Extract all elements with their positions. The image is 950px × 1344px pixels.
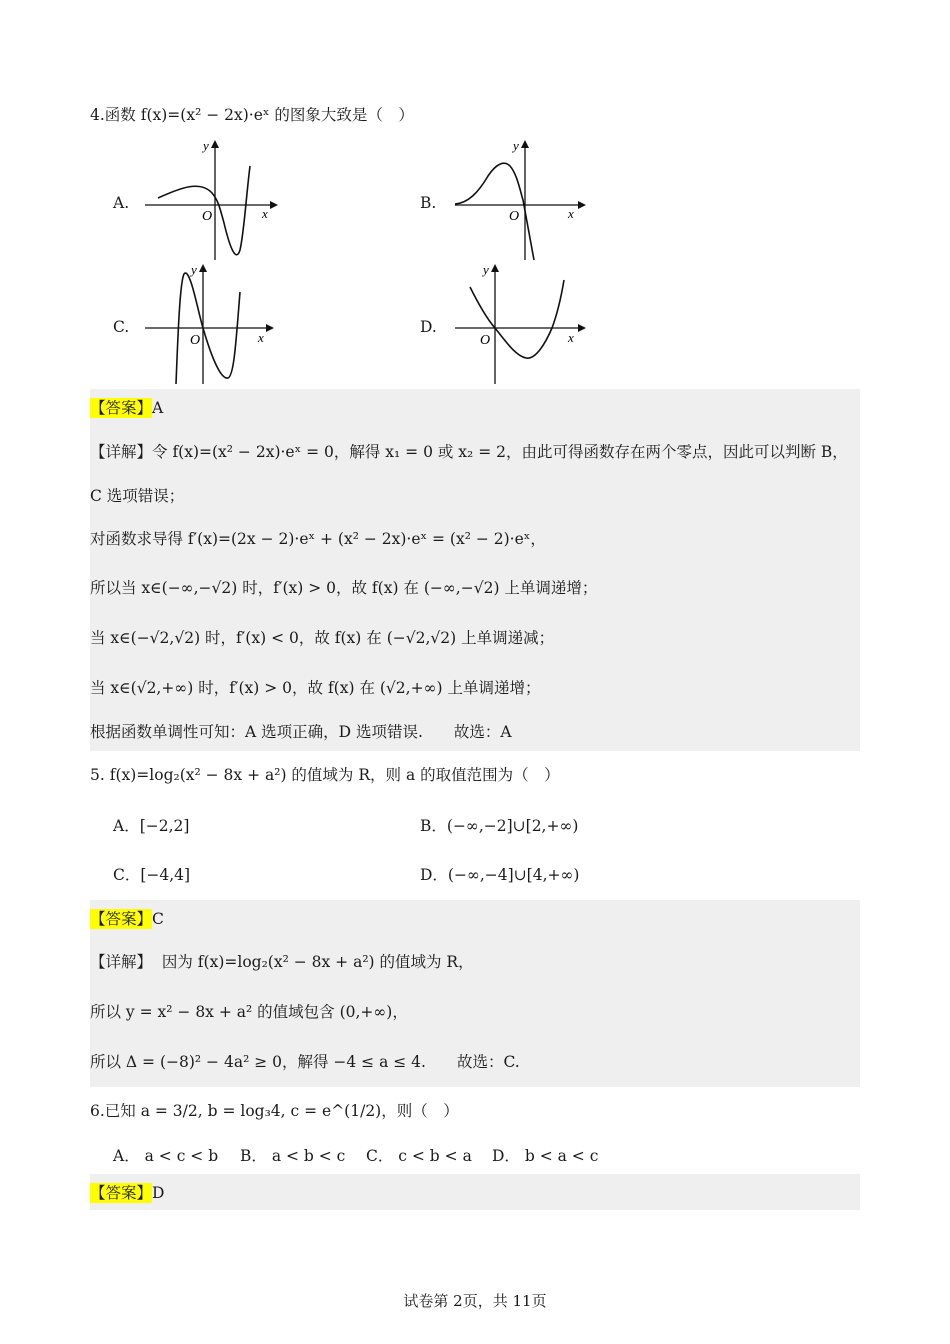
q4-detail-tag: 【详解】: [90, 443, 153, 461]
q4-graph-c-y-label: y: [191, 262, 197, 277]
q4-graph-a-x-label: x: [262, 206, 268, 221]
q4-graph-b-origin-label: O: [509, 209, 520, 224]
q5-detail-line-3: 所以 Δ = (−8)² − 4a² ≥ 0，解得 −4 ≤ a ≤ 4. 故选：C.: [90, 1053, 520, 1071]
q4-detail-line-5: 当 x∈(−√2,√2) 时，f′(x) < 0，故 f(x) 在 (−√2,√2) 上单调递减；: [90, 629, 555, 647]
q4-option-c-label: C.: [113, 318, 130, 336]
q4-graph-b-y-label: y: [513, 138, 519, 153]
q4-detail-line-4: 所以当 x∈(−∞,−√2) 时，f′(x) > 0，故 f(x) 在 (−∞,−√2) 上单调递增；: [90, 579, 598, 597]
q4-graph-b-x-label: x: [568, 206, 574, 221]
q4-answer-tag: 【答案】: [90, 399, 153, 417]
q5-detail-text-1: 因为 f(x)=log₂(x² − 8x + a²) 的值域为 R，: [161, 953, 474, 971]
q4-detail-line-2: C 选项错误；: [90, 487, 185, 505]
q4-graph-d-x-label: x: [568, 330, 574, 345]
q4-option-a-label: A.: [113, 194, 130, 212]
q4-graph-d-origin-label: O: [480, 333, 491, 348]
q6-option-c: C． c < b < a: [366, 1147, 472, 1165]
q6-answer-tag: 【答案】: [90, 1184, 153, 1202]
q4-graph-c: [140, 262, 280, 387]
q5-option-b: B．(−∞,−2]∪[2,+∞): [420, 817, 579, 835]
q6-option-b: B． a < b < c: [240, 1147, 346, 1165]
q5-option-d: D．(−∞,−4]∪[4,+∞): [420, 866, 580, 884]
q4-detail-line-3: 对函数求导得 f′(x)=(2x − 2)·eˣ + (x² − 2x)·eˣ = (x² − 2)·eˣ，: [90, 530, 546, 548]
q6-option-a: A． a < c < b: [113, 1147, 219, 1165]
q4-detail-line-7: 根据函数单调性可知：A 选项正确，D 选项错误. 故选：A: [90, 723, 512, 741]
q5-answer-tag: 【答案】: [90, 910, 153, 928]
q4-graph-a-y-label: y: [203, 138, 209, 153]
q4-graph-d-y-label: y: [483, 262, 489, 277]
q4-option-d-label: D.: [420, 318, 437, 336]
q4-answer-value: A: [152, 399, 164, 417]
q4-stem: 4.函数 f(x)=(x² − 2x)·eˣ 的图象大致是（ ）: [90, 106, 414, 124]
q5-option-a: A．[−2,2]: [113, 817, 190, 835]
q4-answer: [90, 397, 163, 419]
q4-graph-a-origin-label: O: [202, 209, 213, 224]
q4-detail-line-6: 当 x∈(√2,+∞) 时，f′(x) > 0，故 f(x) 在 (√2,+∞) 上单调递增；: [90, 679, 541, 697]
q5-stem: 5. f(x)=log₂(x² − 8x + a²) 的值域为 R，则 a 的取值范围为（ ）: [90, 766, 560, 784]
q5-answer-value: C: [152, 910, 164, 928]
q6-option-d: D． b < a < c: [492, 1147, 599, 1165]
q6-answer: [90, 1182, 164, 1204]
q6-answer-value: D: [152, 1184, 165, 1202]
q5-answer: [90, 908, 164, 930]
q4-graph-b: [450, 138, 590, 263]
q4-graph-c-origin-label: O: [190, 333, 201, 348]
q4-graph-c-x-label: x: [258, 330, 264, 345]
q5-detail-line-1: [90, 951, 474, 973]
q5-option-c: C．[−4,4]: [113, 866, 191, 884]
q4-graph-d: [450, 262, 590, 387]
q4-graph-a: [140, 138, 280, 263]
q5-detail-line-2: 所以 y = x² − 8x + a² 的值域包含 (0,+∞)，: [90, 1003, 408, 1021]
q5-detail-tag: 【详解】: [90, 953, 153, 971]
q4-option-b-label: B.: [420, 194, 437, 212]
q4-detail-line-1: [90, 441, 848, 463]
q4-detail-text-1: 令 f(x)=(x² − 2x)·eˣ = 0，解得 x₁ = 0 或 x₂ = 2，由此可得函数存在两个零点，因此可以判断 B，: [152, 443, 848, 461]
q6-answer-block: [90, 1174, 860, 1210]
page-footer: 试卷第 2页，共 11页: [403, 1292, 547, 1310]
q6-stem: 6.已知 a = 3/2, b = log₃4, c = e^(1/2)，则（ ）: [90, 1102, 459, 1120]
